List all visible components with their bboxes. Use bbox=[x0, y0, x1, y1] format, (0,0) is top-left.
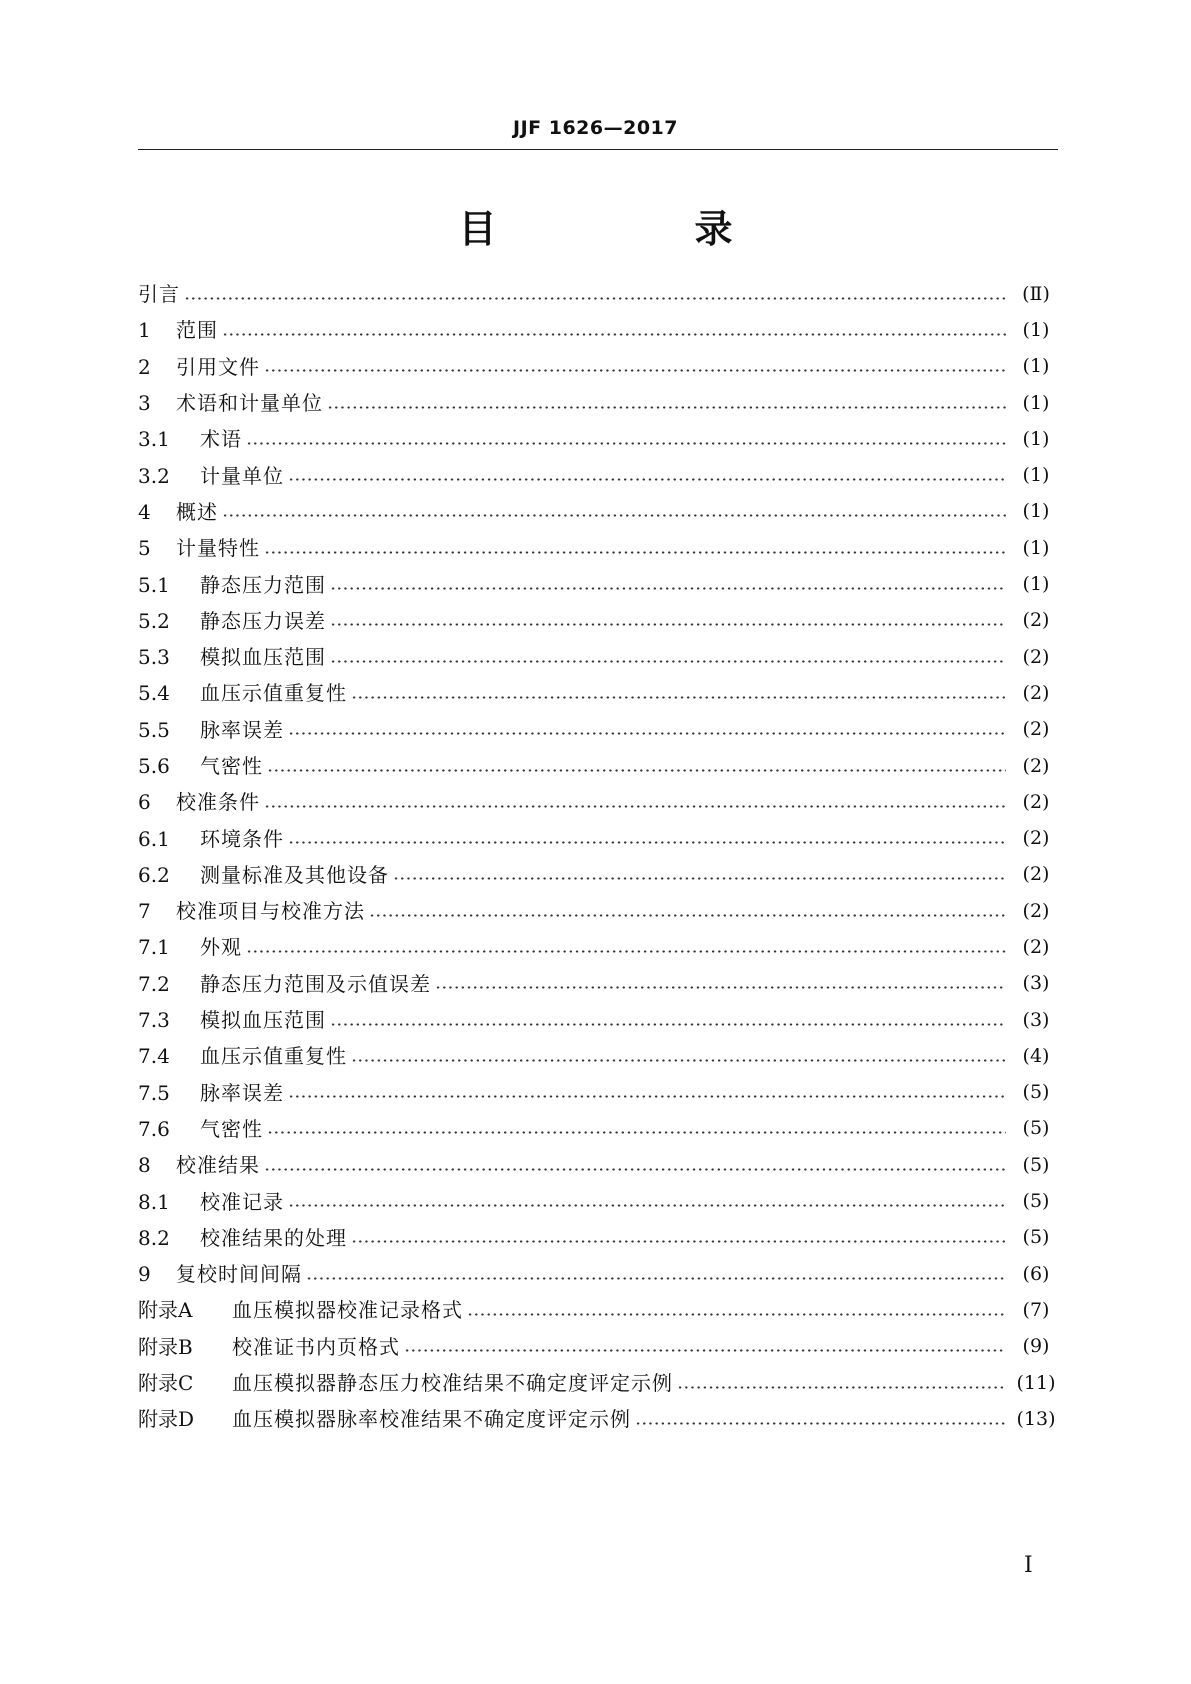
toc-leader-dots bbox=[351, 1240, 1006, 1243]
toc-entry-page: (2) bbox=[1022, 609, 1050, 632]
toc-entry-page: (7) bbox=[1022, 1298, 1050, 1321]
toc-leader-dots bbox=[404, 1349, 1006, 1352]
toc-entry[interactable] bbox=[138, 639, 1058, 675]
toc-leader-dots bbox=[246, 950, 1006, 953]
toc-entry-label: 术语和计量单位 bbox=[176, 391, 323, 416]
toc-entry-number: 2 bbox=[138, 354, 151, 379]
toc-entry-label: 血压模拟器校准记录格式 bbox=[232, 1298, 463, 1323]
toc-entry-number: 5.5 bbox=[138, 717, 170, 742]
toc-entry[interactable] bbox=[138, 675, 1058, 711]
toc-entry-number: 7.4 bbox=[138, 1044, 170, 1069]
toc-entry[interactable] bbox=[138, 748, 1058, 784]
toc-entry-label: 静态压力误差 bbox=[200, 608, 326, 633]
toc-entry-number: 6 bbox=[138, 790, 151, 815]
toc-entry[interactable] bbox=[138, 1329, 1058, 1365]
toc-entry-page: (2) bbox=[1022, 718, 1050, 741]
toc-entry-page: (2) bbox=[1022, 827, 1050, 850]
toc-entry-label: 静态压力范围 bbox=[200, 572, 326, 597]
page-number: I bbox=[1024, 1553, 1033, 1578]
toc-entry-page: (1) bbox=[1022, 318, 1050, 341]
toc-entry-page: (2) bbox=[1022, 935, 1050, 958]
toc-entry-label: 范围 bbox=[176, 318, 218, 343]
toc-entry-page: (1) bbox=[1022, 464, 1050, 487]
page-title: 目 录 bbox=[458, 207, 813, 251]
toc-leader-dots bbox=[288, 1095, 1006, 1098]
toc-leader-dots bbox=[222, 514, 1006, 517]
toc-entry-label: 复校时间间隔 bbox=[176, 1262, 302, 1287]
toc-leader-dots bbox=[267, 769, 1006, 772]
toc-leader-dots bbox=[288, 478, 1006, 481]
toc-entry[interactable] bbox=[138, 1292, 1058, 1328]
toc-entry-label: 气密性 bbox=[200, 1116, 263, 1141]
toc-entry[interactable] bbox=[138, 494, 1058, 530]
toc-entry[interactable] bbox=[138, 1002, 1058, 1038]
toc-entry[interactable] bbox=[138, 966, 1058, 1002]
toc-entry-label: 校准结果的处理 bbox=[200, 1225, 347, 1250]
toc-leader-dots bbox=[306, 1277, 1006, 1280]
toc-entry-number: 9 bbox=[138, 1262, 151, 1287]
toc-entry-number: 6.1 bbox=[138, 826, 170, 851]
toc-entry-label: 引言 bbox=[138, 282, 180, 307]
toc-entry-number: 7.3 bbox=[138, 1008, 170, 1033]
toc-entry-page: (11) bbox=[1016, 1371, 1056, 1394]
toc-entry-page: (1) bbox=[1022, 355, 1050, 378]
toc-leader-dots bbox=[435, 986, 1006, 989]
toc-leader-dots bbox=[184, 297, 1006, 300]
toc-entry[interactable] bbox=[138, 857, 1058, 893]
toc-entry[interactable] bbox=[138, 566, 1058, 602]
toc-entry-number: 6.2 bbox=[138, 862, 170, 887]
toc-entry-number: 3.2 bbox=[138, 463, 170, 488]
toc-entry-page: (1) bbox=[1022, 427, 1050, 450]
toc-leader-dots bbox=[264, 805, 1006, 808]
toc-leader-dots bbox=[222, 333, 1006, 336]
toc-entry-label: 血压示值重复性 bbox=[200, 1044, 347, 1069]
toc-entry-number: 1 bbox=[138, 318, 151, 343]
toc-entry-number: 7.5 bbox=[138, 1080, 170, 1105]
toc-entry-page: (1) bbox=[1022, 536, 1050, 559]
toc-entry[interactable] bbox=[138, 1075, 1058, 1111]
toc-entry-page: (3) bbox=[1022, 1008, 1050, 1031]
toc-entry-page: (2) bbox=[1022, 754, 1050, 777]
toc-leader-dots bbox=[288, 841, 1006, 844]
toc-entry-label: 校准证书内页格式 bbox=[232, 1334, 400, 1359]
toc-leader-dots bbox=[393, 877, 1006, 880]
toc-entry-number: 8 bbox=[138, 1153, 151, 1178]
toc-entry[interactable] bbox=[138, 1147, 1058, 1183]
toc-entry-page: (1) bbox=[1022, 573, 1050, 596]
toc-entry-number: 7.6 bbox=[138, 1116, 170, 1141]
toc-leader-dots bbox=[330, 623, 1006, 626]
toc-entry-number: 5.3 bbox=[138, 645, 170, 670]
toc-entry-page: (5) bbox=[1022, 1081, 1050, 1104]
toc-entry-page: (2) bbox=[1022, 790, 1050, 813]
toc-entry-label: 引用文件 bbox=[176, 354, 260, 379]
toc-entry-label: 模拟血压范围 bbox=[200, 645, 326, 670]
toc-entry-label: 气密性 bbox=[200, 754, 263, 778]
toc-entry-page: (2) bbox=[1022, 681, 1050, 704]
toc-entry-number: 3.1 bbox=[138, 427, 170, 452]
toc-entry-number: 5.2 bbox=[138, 608, 170, 633]
toc-leader-dots bbox=[330, 660, 1006, 663]
toc-entry-page: (5) bbox=[1022, 1153, 1050, 1176]
toc-leader-dots bbox=[369, 914, 1006, 917]
toc-entry[interactable] bbox=[138, 712, 1058, 748]
toc-entry-label: 血压示值重复性 bbox=[200, 681, 347, 706]
toc-entry-number: 4 bbox=[138, 499, 151, 524]
toc-leader-dots bbox=[635, 1422, 1006, 1425]
toc-leader-dots bbox=[288, 1204, 1006, 1207]
toc-entry[interactable] bbox=[138, 1038, 1058, 1074]
toc-entry-number: 7 bbox=[138, 899, 151, 924]
toc-entry-page: (6) bbox=[1022, 1262, 1050, 1285]
toc-entry-label: 测量标准及其他设备 bbox=[200, 862, 389, 887]
toc-entry-label: 计量单位 bbox=[200, 463, 284, 488]
toc-entry[interactable] bbox=[138, 1220, 1058, 1256]
toc-entry-label: 模拟血压范围 bbox=[200, 1008, 326, 1033]
toc-leader-dots bbox=[267, 1131, 1006, 1134]
toc-entry-label: 校准条件 bbox=[176, 790, 260, 815]
toc-leader-dots bbox=[330, 587, 1006, 590]
page-header-code: JJF 1626—2017 bbox=[513, 117, 678, 139]
toc-entry-label: 校准结果 bbox=[176, 1153, 260, 1178]
toc-entry[interactable] bbox=[138, 893, 1058, 929]
toc-entry-label: 脉率误差 bbox=[200, 717, 284, 742]
toc-entry-number: 5.6 bbox=[138, 754, 170, 778]
toc-entry-number: 7.1 bbox=[138, 935, 170, 960]
toc-entry[interactable] bbox=[138, 421, 1058, 457]
toc-entry-label: 计量特性 bbox=[176, 536, 260, 561]
toc-entry-page: (3) bbox=[1022, 972, 1050, 995]
toc-entry-number: 附录B bbox=[138, 1334, 193, 1359]
toc-entry-page: (13) bbox=[1016, 1407, 1056, 1430]
toc-entry-label: 血压模拟器静态压力校准结果不确定度评定示例 bbox=[232, 1371, 673, 1396]
toc-entry-number: 附录D bbox=[138, 1407, 195, 1432]
toc-entry-page: (4) bbox=[1022, 1044, 1050, 1067]
toc-entry-number: 7.2 bbox=[138, 971, 170, 996]
toc-entry[interactable] bbox=[138, 530, 1058, 566]
toc-entry[interactable] bbox=[138, 1401, 1058, 1437]
toc-entry-label: 校准记录 bbox=[200, 1189, 284, 1214]
toc-leader-dots bbox=[288, 732, 1006, 735]
toc-entry[interactable] bbox=[138, 1256, 1058, 1292]
toc-entry[interactable] bbox=[138, 385, 1058, 421]
toc-entry-number: 附录A bbox=[138, 1298, 193, 1323]
toc-entry-number: 附录C bbox=[138, 1371, 194, 1396]
toc-entry[interactable] bbox=[138, 929, 1058, 965]
toc-entry-label: 术语 bbox=[200, 427, 242, 452]
toc-entry-number: 8.1 bbox=[138, 1189, 170, 1214]
toc-entry[interactable] bbox=[138, 784, 1058, 820]
toc-entry[interactable] bbox=[138, 1183, 1058, 1219]
toc-entry-label: 外观 bbox=[200, 935, 242, 960]
toc-entry-page: (2) bbox=[1022, 863, 1050, 886]
toc-entry-number: 8.2 bbox=[138, 1225, 170, 1250]
toc-entry-number: 3 bbox=[138, 391, 151, 416]
header-rule bbox=[138, 149, 1058, 150]
toc-entry-page: (5) bbox=[1022, 1117, 1050, 1140]
toc-leader-dots bbox=[246, 442, 1006, 445]
toc-entry-label: 脉率误差 bbox=[200, 1080, 284, 1105]
toc-leader-dots bbox=[264, 1168, 1006, 1171]
toc-leader-dots bbox=[327, 406, 1006, 409]
toc-entry-page: (5) bbox=[1022, 1190, 1050, 1213]
toc-entry-label: 血压模拟器脉率校准结果不确定度评定示例 bbox=[232, 1407, 631, 1432]
toc-entry-page: (1) bbox=[1022, 500, 1050, 523]
toc-entry-page: (2) bbox=[1022, 645, 1050, 668]
toc-leader-dots bbox=[264, 369, 1006, 372]
toc-entry[interactable] bbox=[138, 457, 1058, 493]
toc-entry-label: 校准项目与校准方法 bbox=[176, 899, 365, 924]
table-of-contents bbox=[138, 276, 1058, 1438]
toc-leader-dots bbox=[351, 696, 1006, 699]
toc-entry[interactable] bbox=[138, 349, 1058, 385]
toc-leader-dots bbox=[330, 1023, 1006, 1026]
toc-entry-page: (5) bbox=[1022, 1226, 1050, 1249]
toc-entry-number: 5.4 bbox=[138, 681, 170, 706]
toc-entry[interactable] bbox=[138, 276, 1058, 312]
toc-entry-label: 静态压力范围及示值误差 bbox=[200, 971, 431, 996]
toc-entry-page: (2) bbox=[1022, 899, 1050, 922]
toc-leader-dots bbox=[677, 1386, 1006, 1389]
toc-entry[interactable] bbox=[138, 1365, 1058, 1401]
toc-entry-number: 5 bbox=[138, 536, 151, 561]
toc-leader-dots bbox=[351, 1059, 1006, 1062]
toc-entry-label: 环境条件 bbox=[200, 826, 284, 851]
toc-leader-dots bbox=[467, 1313, 1006, 1316]
toc-entry[interactable] bbox=[138, 1111, 1058, 1147]
toc-entry-page: (Ⅱ) bbox=[1022, 282, 1050, 305]
toc-entry-label: 概述 bbox=[176, 499, 218, 524]
toc-entry[interactable] bbox=[138, 820, 1058, 856]
toc-entry[interactable] bbox=[138, 312, 1058, 348]
toc-entry-page: (1) bbox=[1022, 391, 1050, 414]
toc-leader-dots bbox=[264, 551, 1006, 554]
toc-entry-page: (9) bbox=[1022, 1335, 1050, 1358]
toc-entry-number: 5.1 bbox=[138, 572, 170, 597]
toc-entry[interactable] bbox=[138, 603, 1058, 639]
